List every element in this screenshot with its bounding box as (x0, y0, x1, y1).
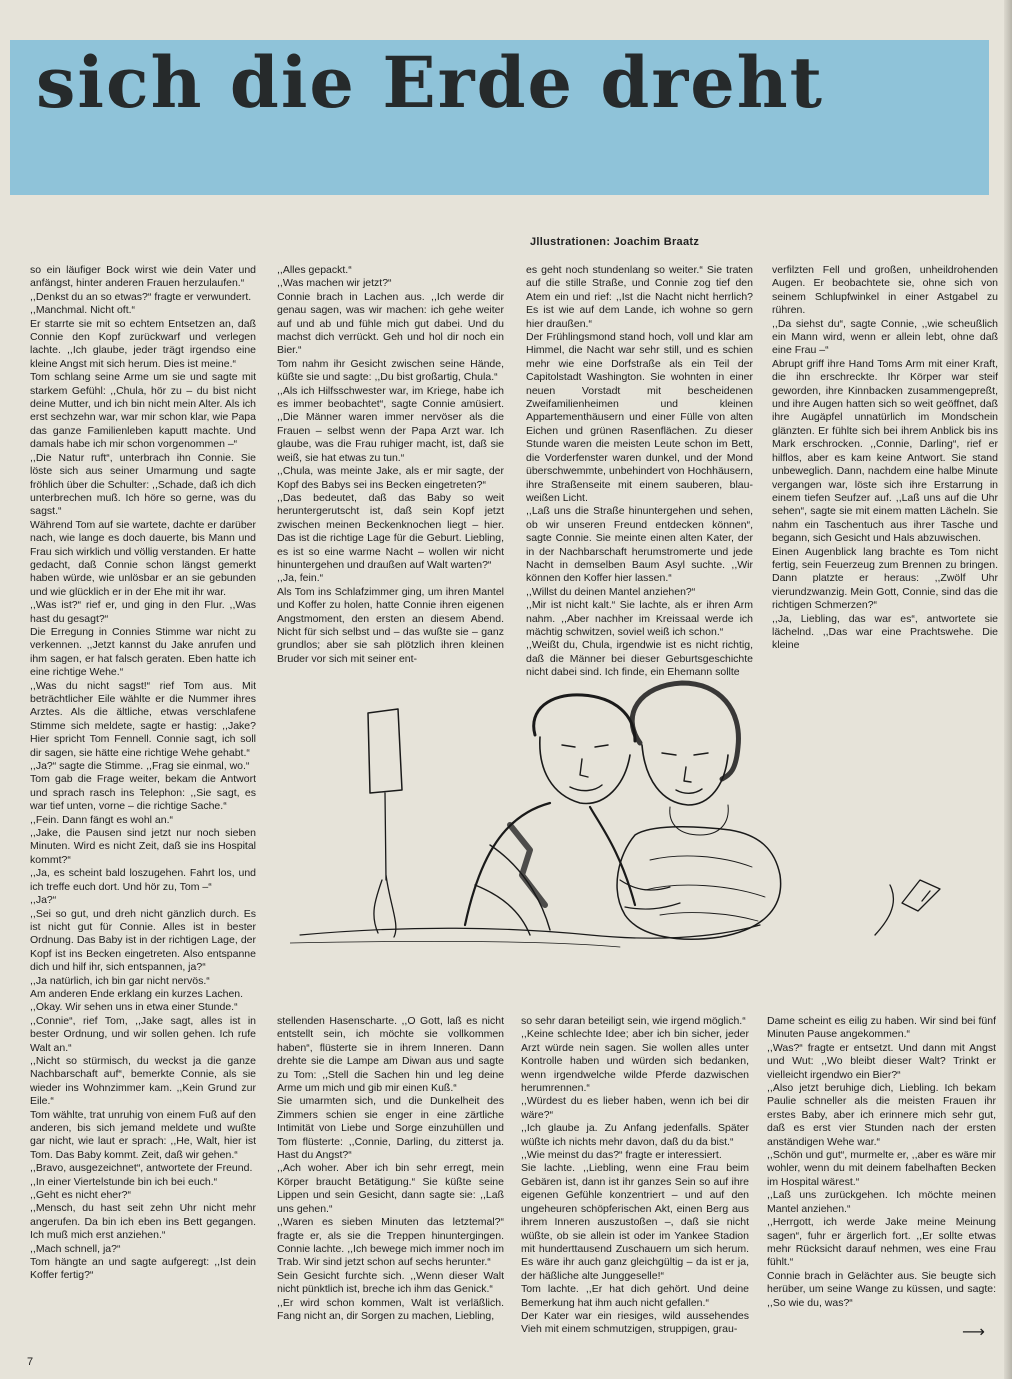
lamp-shade (368, 709, 402, 793)
paragraph: verfilzten Fell und großen, unheildrohenden Augen. Er beobachtete sie, ohne sich von seinem Schlupfwinkel in einer Astgabel zu rühren. (772, 264, 998, 317)
paragraph: Tom schlang seine Arme um sie und sagte mit starkem Gefühl: ,,Chula, hör zu – du bist nicht deine Mutter, und ich bin nicht mein Alter. Als ich erst sechzehn war, war mir schon klar, wie Papa das ganze Familienleben kaputt machte. Und damals habe ich mir schon vorgenommen –“ (30, 371, 256, 451)
paragraph: ,,Mir ist nicht kalt.“ Sie lachte, als er ihren Arm nahm. ,,Aber nachher im Kreissaal werde ich mächtig schwitzen, soviel weiß ich schon.“ (526, 599, 753, 638)
text-column-3 (526, 264, 753, 684)
paragraph: ,,Da siehst du“, sagte Connie, ,,wie scheußlich ein Mann wird, wenn er allein lebt, ohne daß eine Frau –“ (772, 317, 998, 357)
paragraph: so sehr daran beteiligt sein, wie irgend möglich.“ (521, 1015, 746, 1027)
paragraph: Tom gab die Frage weiter, bekam die Antwort und sprach rasch ins Telephon: ,,Sie sagt, es war tief unten, vorne – die richtige Sache.“ (30, 773, 256, 813)
paragraph: ,,Waren es sieben Minuten das letztemal?“ fragte er, als sie die Treppen hinuntergingen. Connie lachte. ,,Ich bewege mich immer noch im Trab. Wir sind jetzt schon auf sechs herunter.“ (277, 1216, 504, 1269)
paragraph: Tom hängte an und sagte aufgeregt: ,,Ist dein Koffer fertig?“ (30, 1256, 256, 1282)
paragraph: ,,Wie meinst du das?“ fragte er interessiert. (521, 1149, 722, 1162)
paragraph: es geht noch stundenlang so weiter.“ Sie traten auf die stille Straße, und Connie zog tief den Atem ein und rief: ,,Ist die Nacht nicht herrlich? Es ist wie auf dem Lande, ich wohne so gern hier draußen.“ (526, 264, 753, 330)
paragraph: ,,Bravo, ausgezeichnet“, antwortete der Freund. (30, 1162, 253, 1175)
paragraph: ,,Okay. Wir sehen uns in etwa einer Stunde.“ (30, 1001, 238, 1014)
paragraph: ,,Was?“ fragte er entsetzt. Und dann mit Angst und Wut: ,,Wo bleibt dieser Walt? Trinkt er vielleicht irgendwo ein Bier?“ (767, 1041, 996, 1081)
paragraph: ,,Würdest du es lieber haben, wenn ich bei dir wäre?“ (521, 1095, 749, 1121)
paragraph: stellenden Hasenscharte. ,,O Gott, laß es nicht entstellt sein, ich möchte sie vollkommen haben“, flüsterte sie in ihrem Inneren. Dann drehte sie die Lampe am Diwan aus und sagte zu Tom: ,,Stell die Sachen hin und leg deine Arme um mich und gib mir einen Kuß.“ (277, 1015, 504, 1095)
paragraph: ,,Als ich Hilfsschwester war, im Kriege, habe ich es immer beobachtet“, sagte Connie amüsiert. ,,Die Männer waren immer nervöser als die Frauen – selbst wenn der Papa Arzt war. Ich glaube, was die Frau ruhiger macht, ist, daß sie weiß, sie hat etwas zu tun.“ (277, 384, 504, 464)
paragraph: ,,Geht es nicht eher?“ (30, 1189, 131, 1202)
paragraph: ,,Willst du deinen Mantel anziehen?“ (526, 585, 696, 598)
man-figure (465, 695, 635, 935)
paragraph: ,,Connie“, rief Tom, ,,Jake sagt, alles ist in bester Ordnung, und wir sollen gehen. Ich rufe Walt an.“ (30, 1014, 256, 1054)
paragraph: Sie umarmten sich, und die Dunkelheit des Zimmers schien sie enger in eine zärtliche Intimität von Liebe und Sorge einzuhüllen und Tom flüsterte: ,,Connie, Darling, du zitterst ja. Hast du Angst?“ (277, 1095, 504, 1162)
paragraph: ,,Alles gepackt.“ (277, 264, 352, 276)
paragraph: ,,Jake, die Pausen sind jetzt nur noch sieben Minuten. Wird es nicht Zeit, daß sie ins Hospital kommt?“ (30, 827, 256, 866)
paragraph: ,,Also jetzt beruhige dich, Liebling. Ich bekam Paulie schneller als die meisten Frauen ihr erstes Baby, aber ich erinnere mich sehr gut, daß es erst vier Stunden nach der ersten anständigen Wehe war.“ (767, 1082, 996, 1148)
paragraph: Am anderen Ende erklang ein kurzes Lachen. (30, 987, 244, 1000)
text-column-2 (277, 264, 504, 684)
paragraph: Die Erregung in Connies Stimme war nicht zu verkennen. ,,Jetzt kannst du Jake anrufen und ihm sagen, er hat falsch geraten. Eben hatte ich eine richtige Wehe.“ (30, 625, 256, 679)
paragraph: ,,Ja, fein.“ (277, 572, 324, 585)
paragraph: ,,Ja, Liebling, das war es“, antwortete sie lächelnd. ,,Das war eine Prachtswehe. Die kleine (772, 612, 998, 652)
page-number: 7 (27, 1356, 34, 1368)
paragraph: ,,Weißt du, Chula, irgendwie ist es nicht richtig, daß die Männer bei dieser Geburtsgeschichte nicht dabei sind. Ich finde, ein Ehemann sollte (526, 639, 753, 679)
paragraph: so ein läufiger Bock wirst wie dein Vater und anfängst, hinter anderen Frauen herzulaufen.“ (30, 264, 256, 290)
paragraph: ,,Ja natürlich, ich bin gar nicht nervös.“ (30, 974, 210, 987)
page-gutter (1004, 0, 1012, 1379)
sofa-line (300, 925, 760, 938)
paragraph: ,,Mensch, du hast seit zehn Uhr nicht mehr angerufen. Da bin ich eben ins Bett gegangen. Ich muß mich erst anziehen.“ (30, 1202, 256, 1242)
paragraph: ,,Ja?“ (30, 894, 57, 907)
illustration-credit: Jllustrationen: Joachim Braatz (530, 236, 700, 248)
text-column-7 (767, 1015, 996, 1315)
paragraph: ,,Mach schnell, ja?“ (30, 1242, 121, 1255)
paragraph: Abrupt griff ihre Hand Toms Arm mit einer Kraft, die ihn erschreckte. Ihr Körper war steif geworden, ihre Kinnbacken zusammengepreßt, und ihre Augen hatten sich so weit geöffnet, daß ihre Augäpfel unnatürlich im Mondschein glänzten. Er fühlte sich bei ihrem Anblick bis ins Mark erschrocken. ,,Connie, Darling“, rief er hilflos, aber es kam keine Antwort. Sie stand unbeweglich. Dann, nachdem eine halbe Minute vergangen war, löste sich ihre Erstarrung in einem tiefen Seufzer auf. ,,Laß uns auf die Uhr sehen“, sagte sie mit einem matten Lächeln. Sie nahm ein Taschentuch aus ihrer Tasche und begann, sich Gesicht und Hals abzuwischen. (772, 357, 998, 545)
paragraph: Der Frühlingsmond stand hoch, voll und klar am Himmel, die Nacht war sehr still, und es schien mehr wie eine Dorfstraße als ein Teil der Capitolstadt Washington. Sie wohnten in einer neuen Vorstadt mit bescheidenen Zweifamilienheimen und kleinen Appartementhäusern und einer Fülle von alten Eichen und grünen Rasenflächen. Zu dieser Stunde waren die meisten Leute schon im Bett, die Vorderfenster waren dunkel, und der Mond überschwemmte, unbehindert von Hochhäusern, ihre Straßenseite mit einem sauberen, blau-weißen Licht. (526, 331, 753, 504)
paragraph: Der Kater war ein riesiges, wild aussehendes Vieh mit einem schmutzigen, struppigen, grau- (521, 1309, 749, 1336)
paragraph: ,,Die Natur ruft“, unterbrach ihn Connie. Sie löste sich aus seiner Umarmung und sagte fröhlich über die Schulter: ,,Schade, daß ich dich unterbrechen muß. Ich höre so gerne, was du sagst.“ (30, 451, 256, 518)
paragraph: ,,Ja, es scheint bald loszugehen. Fahrt los, und ich treffe euch dort. Und hör zu, Tom –“ (30, 867, 256, 893)
paragraph: Tom nahm ihr Gesicht zwischen seine Hände, küßte sie und sagte: ,,Du bist großartig, Chula.“ (277, 357, 504, 384)
paragraph: Connie brach in Lachen aus. ,,Ich werde dir genau sagen, was wir machen: ich gehe weiter auf und ab und fühle mich gut dabei. Und du machst dich verrückt. Geh und hol dir noch ein Bier.“ (277, 290, 504, 357)
text-column-4 (772, 264, 998, 684)
paragraph: Als Tom ins Schlafzimmer ging, um ihren Mantel und Koffer zu holen, hatte Connie ihren eigenen Angstmoment, den ersten an diesem Abend. Nicht für sich selbst und – das wußte sie – ganz grundlos; aber sie sah plötzlich ihren kleinen Bruder vor sich mit seiner ent- (277, 585, 504, 665)
paragraph: ,,Fein. Dann fängt es wohl an.“ (30, 813, 173, 826)
paragraph: ,,Ach woher. Aber ich bin sehr erregt, mein Körper braucht Betätigung.“ Sie küßte seine Lippen und sein Gesicht, dann sagte sie: ,,Laß uns gehen.“ (277, 1162, 504, 1215)
paragraph: Sie lachte. ,,Liebling, wenn eine Frau beim Gebären ist, dann ist ihr ganzes Sein so auf ihre eigenen Gefühle konzentriert – und auf den ungeheuren schöpferischen Akt, einen Berg aus ihrem Inneren auszustoßen –, daß sie nicht wüßte, ob sie allein ist oder im Yankee Stadion mit hunderttausend Zuschauern um sich herum. Es wäre ihr auch ganz gleichgültig – da ist er ja, der häßliche alte Junggeselle!“ (521, 1162, 749, 1282)
text-column-1 (30, 264, 256, 1349)
paragraph: Er starrte sie mit so echtem Entsetzen an, daß Connie den Kopf zurückwarf und verlegen lachte. ,,Ich glaube, jeder trägt irgendso eine kleine Angst mit sich herum. Dies ist meine.“ (30, 317, 256, 370)
paragraph: ,,Nicht so stürmisch, du weckst ja die ganze Nachbarschaft auf“, bemerkte Connie, als sie wieder ins Wohnzimmer kam. ,,Kein Grund zur Eile.“ (30, 1054, 256, 1108)
paragraph: Sein Gesicht furchte sich. ,,Wenn dieser Walt nicht pünktlich ist, breche ich ihm das Genick.“ (277, 1269, 504, 1296)
article-title: sich die Erde dreht (36, 41, 825, 124)
paragraph: ,,Was machen wir jetzt?“ (277, 277, 392, 290)
paragraph: ,,Das bedeutet, daß das Baby so weit heruntergerutscht ist, daß sein Kopf jetzt zwischen meinen Beckenknochen liegt – hier. Das ist die richtige Lage für die Geburt. Liebling, es ist so eine warme Nacht – wollen wir nicht hinuntergehen und draußen auf Walt warten?“ (277, 491, 504, 571)
paragraph: Connie brach in Gelächter aus. Sie beugte sich herüber, um seine Wange zu küssen, und sagte: ,,So wie du, was?“ (767, 1269, 996, 1309)
text-column-6 (521, 1015, 749, 1345)
paragraph: ,,Schön und gut“, murmelte er, ,,aber es wäre mir wohler, wenn du mit deinem fabelhaften Becken im Hospital wärest.“ (767, 1149, 996, 1188)
paragraph: Einen Augenblick lang brachte es Tom nicht fertig, sein Feuerzeug zum Brennen zu bringen. Dann platzte er heraus: ,,Zwölf Uhr vierundzwanzig. Mein Gott, Connie, sind das die richtigen Schmerzen?“ (772, 545, 998, 612)
paragraph: ,,Laß uns zurückgehen. Ich möchte meinen Mantel anziehen.“ (767, 1189, 996, 1215)
paragraph: ,,Was du nicht sagst!“ rief Tom aus. Mit beträchtlicher Eile wählte er die Nummer ihres Arztes. Als die ältliche, etwas verschlafene Stimme sich meldete, sagte er hastig: ,,Jake? Hier spricht Tom Fennell. Connie sagt, ich soll dir sagen, sie hätte eine richtige Wehe gehabt.“ (30, 679, 256, 759)
couple-illustration (290, 675, 990, 995)
paragraph: ,,Herrgott, ich werde Jake meine Meinung sagen“, fuhr er ärgerlich fort. ,,Er sollte etwas mehr Rücksicht darauf nehmen, wes eine Frau fühlt.“ (767, 1216, 996, 1269)
paragraph: ,,Chula, was meinte Jake, als er mir sagte, der Kopf des Babys sei ins Becken eingetreten?“ (277, 465, 504, 491)
paragraph: ,,Keine schlechte Idee; aber ich bin sicher, jeder Arzt würde nein sagen. Sie wollen alles unter Kontrolle haben und würden sich bedanken, wenn irgendwelche wilde Pferde dazwischen herumrennen.“ (521, 1028, 749, 1095)
paragraph: ,,Ich glaube ja. Zu Anfang jedenfalls. Später wüßte ich nichts mehr davon, daß du da bist.“ (521, 1122, 749, 1148)
paragraph: Während Tom auf sie wartete, dachte er darüber nach, wie lange es doch dauerte, bis Mann und Frau sich wirklich und völlig verstanden. Er hatte gedacht, daß Connie schon längst gemerkt haben würde, wie unlösbar er an sie gebunden und wie glücklich er in der Ehe mit ihr war. (30, 518, 256, 598)
paragraph: ,,In einer Viertelstunde bin ich bei euch.“ (30, 1175, 218, 1188)
paragraph: ,,Denkst du an so etwas?“ fragte er verwundert. (30, 290, 252, 303)
lamp-stand (374, 793, 396, 937)
side-sketch (875, 880, 940, 935)
paragraph: ,,Ja?“ sagte die Stimme. ,,Frag sie einmal, wo.“ (30, 760, 250, 773)
paragraph: ,,Was ist?“ rief er, und ging in den Flur. ,,Was hast du gesagt?“ (30, 599, 256, 625)
paragraph: ,,Laß uns die Straße hinuntergehen und sehen, ob wir unseren Freund entdecken können“, sagte Connie. Sie meinte einen alten Kater, der in der Nachbarschaft herumstromerte und jede Nacht in demselben Baum Asyl suchte. ,,Wir können den Koffer hier lassen.“ (526, 505, 753, 585)
paragraph: ,,Er wird schon kommen, Walt ist verläßlich. Fang nicht an, dir Sorgen zu machen, Liebling, (277, 1296, 504, 1322)
paragraph: ,,Manchmal. Nicht oft.“ (30, 304, 136, 317)
continue-arrow-icon: ⟶ (962, 1324, 985, 1341)
text-column-5 (277, 1015, 504, 1345)
paragraph: ,,Sei so gut, und dreh nicht gänzlich durch. Es ist nicht gut für Connie. Alles ist in bester Ordnung. Das Baby ist in der richtigen Lage, der Kopf ist ins Becken eingetreten. Also entspanne dich und hilf ihr, sich entspannen, ja?“ (30, 907, 256, 974)
paragraph: Dame scheint es eilig zu haben. Wir sind bei fünf Minuten Pause angekommen.“ (767, 1015, 996, 1041)
paragraph: Tom lachte. ,,Er hat dich gehört. Und deine Bemerkung hat ihm auch nicht gefallen.“ (521, 1283, 749, 1309)
paragraph: Tom wählte, trat unruhig von einem Fuß auf den anderen, bis sich jemand meldete und wußte gar nicht, wie laut er sprach: ,,He, Walt, hier ist Tom. Das Baby kommt. Zeit, daß wir gehen.“ (30, 1108, 256, 1161)
woman-figure (617, 683, 781, 939)
